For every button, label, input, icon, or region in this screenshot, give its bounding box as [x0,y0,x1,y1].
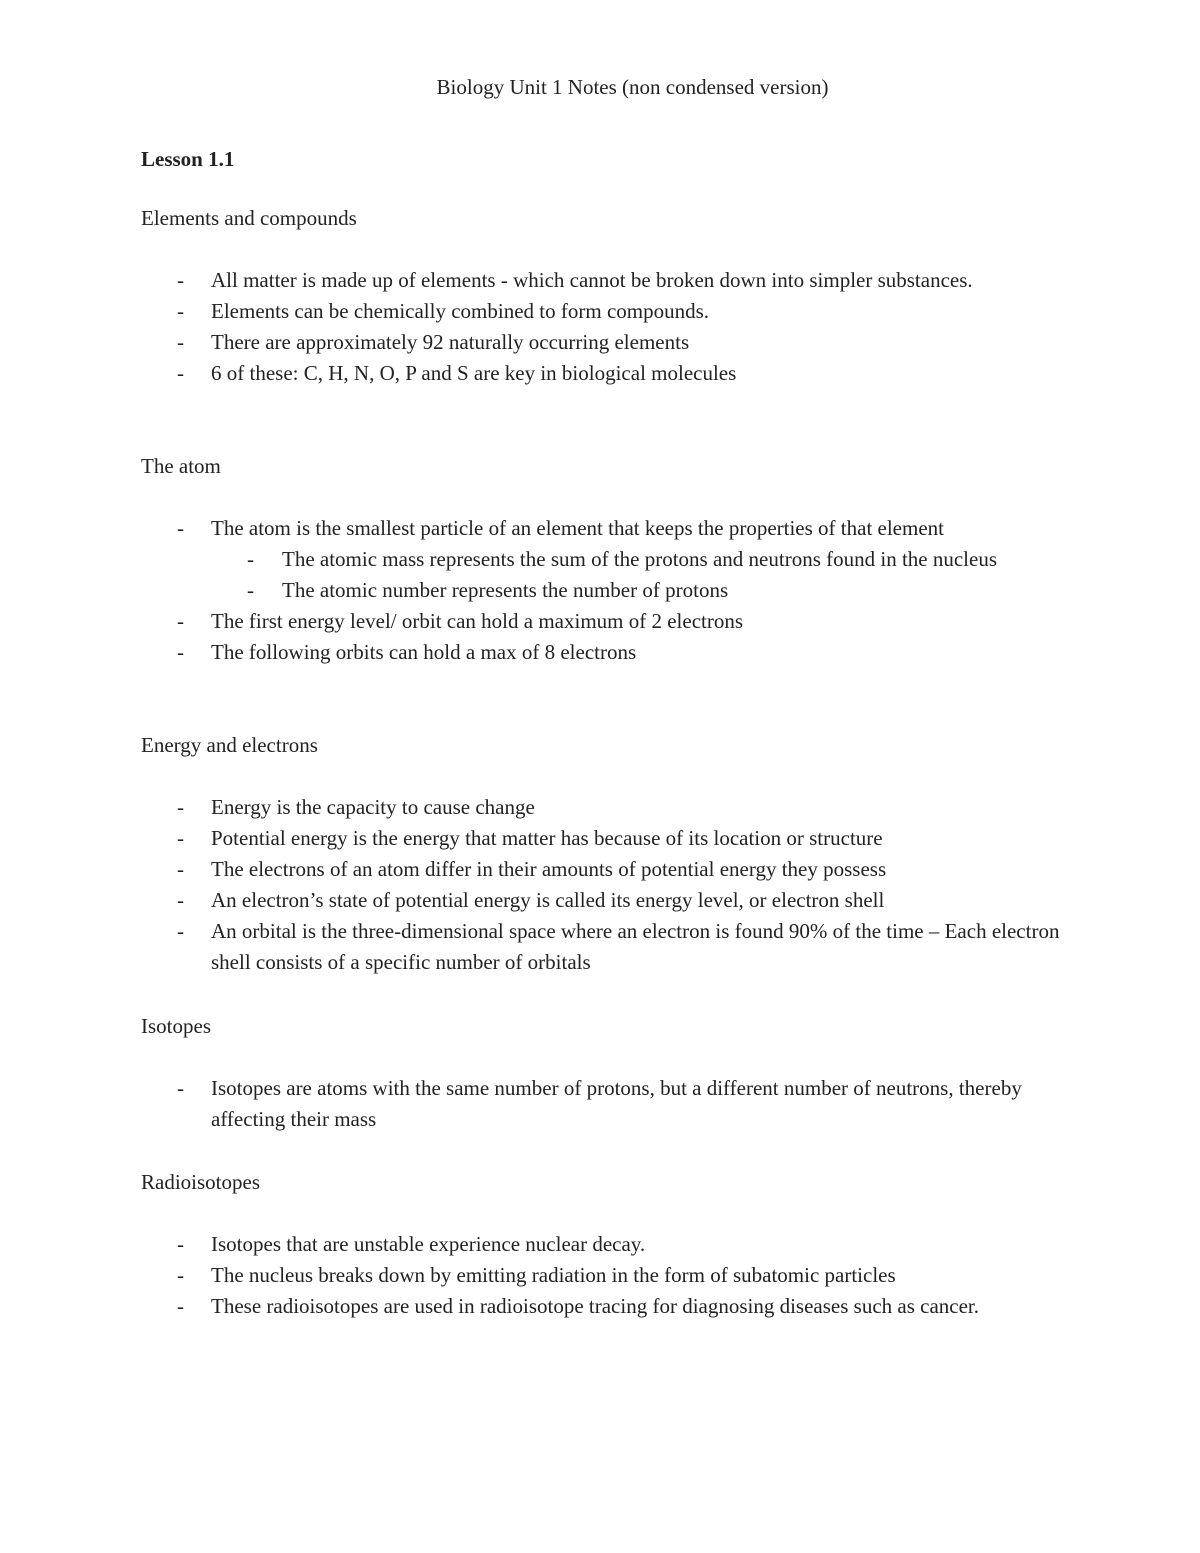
dash-marker: - [177,361,184,385]
list-item-text: An orbital is the three-dimensional space where an electron is found 90% of the time – Each electron shell consists of a specific number of orbitals [211,919,1060,974]
section-title: Isotopes [141,1014,211,1038]
bullet-list [141,513,1101,668]
list-item [141,885,1101,916]
list-item-text: Isotopes are atoms with the same number of protons, but a different number of neutrons, thereby affecting their mass [211,1076,1022,1131]
section-title: Radioisotopes [141,1170,260,1194]
bullet-list [141,1229,1101,1322]
list-item-text: All matter is made up of elements - which cannot be broken down into simpler substances. [211,268,973,292]
dash-marker: - [177,268,184,292]
list-item [141,637,1101,668]
list-item-text: The atomic number represents the number of protons [282,578,729,602]
list-item [141,854,1101,885]
list-item [141,1073,1101,1135]
dash-marker: - [177,857,184,881]
list-item-text: Potential energy is the energy that matter has because of its location or structure [211,826,883,850]
list-item [141,1291,1101,1322]
dash-marker: - [177,795,184,819]
list-item [141,513,1101,544]
section-elements-and-compounds [141,203,1101,389]
bullet-list [141,1073,1101,1135]
dash-marker: - [247,547,254,571]
dash-marker: - [247,578,254,602]
list-item-text: 6 of these: C, H, N, O, P and S are key in biological molecules [211,361,737,385]
section-the-atom [141,451,1101,668]
list-item [141,792,1101,823]
dash-marker: - [177,1294,184,1318]
list-item-text: Isotopes that are unstable experience nuclear decay. [211,1232,646,1256]
list-item-text: An electron’s state of potential energy is called its energy level, or electron shell [211,888,885,912]
list-item [141,916,1101,978]
dash-marker: - [177,888,184,912]
dash-marker: - [177,640,184,664]
section-title: Energy and electrons [141,733,318,757]
dash-marker: - [177,330,184,354]
section-isotopes [141,1011,1101,1135]
list-item [141,1229,1101,1260]
bullet-list [141,792,1101,978]
list-item [141,606,1101,637]
section-radioisotopes [141,1167,1101,1322]
dash-marker: - [177,1232,184,1256]
list-item [141,823,1101,854]
list-item [141,265,1101,296]
list-item [141,327,1101,358]
sub-list-item [141,575,1101,606]
list-item-text: The atom is the smallest particle of an element that keeps the properties of that element [211,516,944,540]
dash-marker: - [177,1263,184,1287]
list-item-text: Energy is the capacity to cause change [211,795,535,819]
dash-marker: - [177,299,184,323]
sub-list-item [141,544,1101,575]
list-item-text: The electrons of an atom differ in their amounts of potential energy they possess [211,857,887,881]
document-title: Biology Unit 1 Notes (non condensed version) [436,75,829,99]
dash-marker: - [177,609,184,633]
list-item-text: There are approximately 92 naturally occurring elements [211,330,690,354]
bullet-list [141,265,1101,389]
list-item [141,1260,1101,1291]
list-item-text: The first energy level/ orbit can hold a maximum of 2 electrons [211,609,744,633]
dash-marker: - [177,1076,184,1100]
section-energy-and-electrons [141,730,1101,978]
list-item-text: Elements can be chemically combined to form compounds. [211,299,710,323]
dash-marker: - [177,516,184,540]
list-item-text: These radioisotopes are used in radioisotope tracing for diagnosing diseases such as cancer. [211,1294,980,1318]
section-title: The atom [141,454,221,478]
dash-marker: - [177,919,184,943]
dash-marker: - [177,826,184,850]
list-item-text: The atomic mass represents the sum of the protons and neutrons found in the nucleus [282,547,998,571]
lesson-heading: Lesson 1.1 [141,147,235,171]
section-title: Elements and compounds [141,206,357,230]
list-item-text: The following orbits can hold a max of 8 electrons [211,640,637,664]
list-item [141,296,1101,327]
list-item-text: The nucleus breaks down by emitting radiation in the form of subatomic particles [211,1263,896,1287]
list-item [141,358,1101,389]
